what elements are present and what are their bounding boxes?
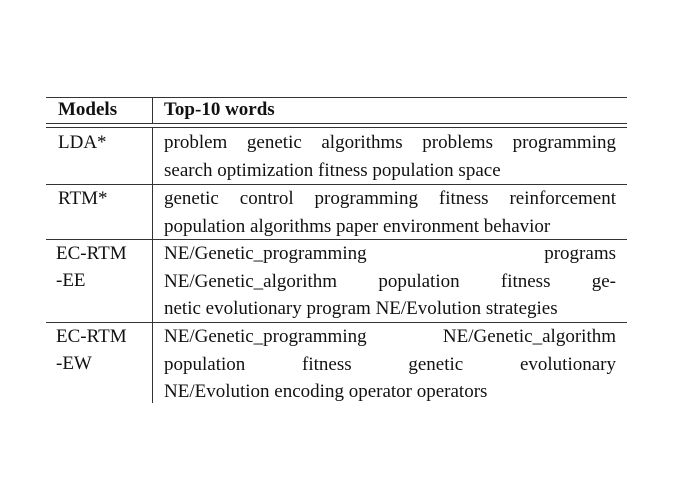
header-models: Models bbox=[58, 99, 118, 120]
row-lda-words bbox=[164, 129, 616, 184]
row-ecrtm-ew-model bbox=[56, 323, 148, 377]
words-line: netic evolutionary program NE/Evolution strategies bbox=[164, 298, 558, 319]
header-rule-lower bbox=[46, 127, 627, 128]
words-line: genetic control programming fitness reinforcement bbox=[164, 188, 616, 209]
header-rule-upper bbox=[46, 123, 627, 124]
row-ecrtm-ee-model bbox=[56, 240, 148, 294]
model-name-line1: EC-RTM bbox=[56, 326, 127, 347]
model-name: LDA* bbox=[58, 132, 107, 153]
column-divider-body bbox=[152, 127, 153, 403]
header-top-words: Top-10 words bbox=[164, 99, 275, 120]
words-line: problem genetic algorithms problems programming bbox=[164, 132, 616, 153]
model-name-line1: EC-RTM bbox=[56, 243, 127, 264]
row-ecrtm-ee-words bbox=[164, 240, 616, 323]
model-name-line2: -EE bbox=[56, 270, 86, 291]
row-lda-model bbox=[58, 129, 150, 156]
words-line: NE/Genetic_programming NE/Genetic_algorithm bbox=[164, 326, 616, 347]
table-top-rule bbox=[46, 97, 627, 98]
row-rtm-model bbox=[58, 185, 150, 212]
model-name-line2: -EW bbox=[56, 353, 92, 374]
words-line: NE/Evolution encoding operator operators bbox=[164, 381, 488, 402]
column-divider-header bbox=[152, 97, 153, 123]
row-rtm-words bbox=[164, 185, 616, 240]
words-line: population algorithms paper environment behavior bbox=[164, 215, 551, 237]
words-line: NE/Genetic_programming programs bbox=[164, 243, 616, 264]
row-ecrtm-ew-words bbox=[164, 323, 616, 406]
model-name: RTM* bbox=[58, 188, 108, 209]
words-line: population fitness genetic evolutionary bbox=[164, 353, 616, 375]
words-line: NE/Genetic_algorithm population fitness ge- bbox=[164, 270, 616, 292]
words-line: search optimization fitness population space bbox=[164, 159, 501, 181]
